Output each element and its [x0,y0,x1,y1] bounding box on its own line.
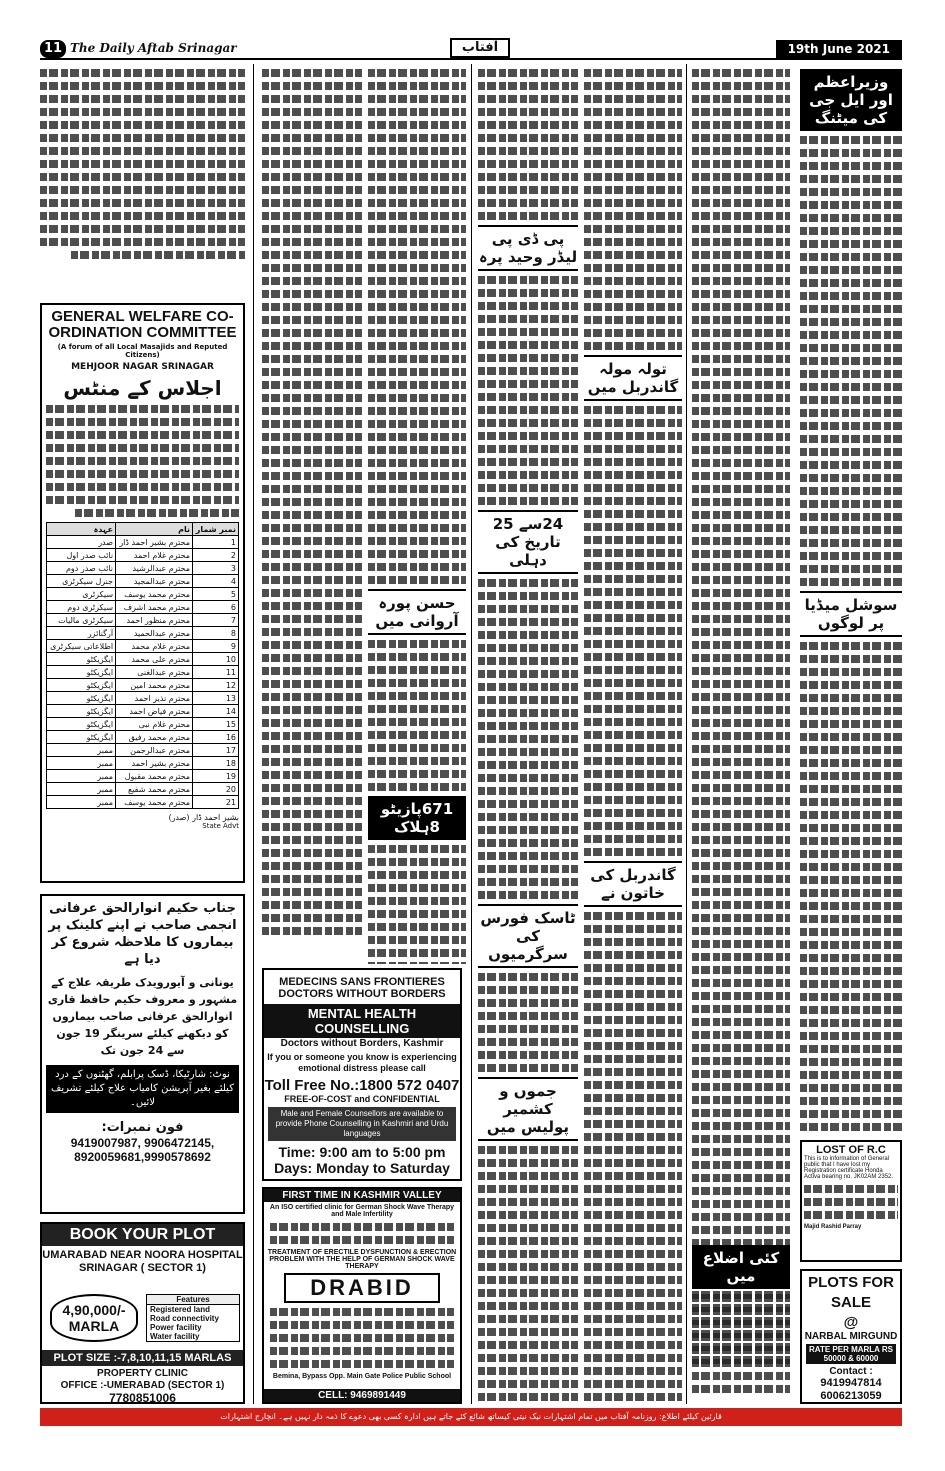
drabid-treatment: TREATMENT OF ERECTILE DYSFUNCTION & ERECTION PROBLEM WITH THE HELP OF GERMAN SHOCK WAVE THERAPY [267,1249,457,1270]
article-text [478,1146,578,1404]
table-row [47,796,239,809]
table-row [47,718,239,731]
article-col-4 [478,64,578,1404]
table-row [47,705,239,718]
table-row [47,588,239,601]
notice-urdu-heading: اجلاس کے منٹس [63,376,222,400]
table-cell: محترم عبدالغنی [116,666,193,679]
table-cell: 9 [193,640,239,653]
plot-location: UMARABAD NEAR NOORA HOSPITAL SRINAGAR ( SECTOR 1) [42,1249,243,1274]
plot-price-badge [50,1294,138,1342]
notice-signature: بشیر احمد ڈار (صدر) [168,813,239,822]
table-row [47,770,239,783]
article-col-7 [800,64,902,1134]
msf-days: Days: Monday to Saturday [274,1160,450,1176]
article-text [262,69,362,935]
table-cell: محترم منظور احمد [116,614,193,627]
table-cell: ایگزیکٹو [47,692,116,705]
ad-note: نوٹ: شارٹیکا، ڈسک پرابلم، گھٹنوں کے درد کیلئے بغیر آپریشن کامیاب علاج کیلئے تشریف لائیں۔ [46,1065,239,1113]
msf-org: MEDECINS SANS FRONTIERES [279,976,445,988]
table-cell: 8 [193,627,239,640]
article-text [368,845,466,964]
sale-line2: SALE [830,1294,871,1311]
table-header: نام [116,523,193,536]
table-row [47,575,239,588]
table-cell: ممبر [47,744,116,757]
article-text [40,69,245,259]
table-cell: 1 [193,536,239,549]
sale-contact-label: Contact : [829,1366,873,1377]
ad-body: یونانی و آیورویدک طریقہ علاج کے مشہور و معروف حکیم حافظ قاری انوارالحق عرفانی صاحب بیماروں کو دیکھنے کیلئے سرینگر 19 جون سے 24 جون تک [47,976,238,1057]
notice-place: MEHJOOR NAGAR SRINAGAR [71,362,214,372]
feature-item: Registered land [150,1305,211,1314]
drabid-sub: An ISO certified clinic for German Shock Wave Therapy and Male Infertility [269,1204,455,1218]
table-cell: محترم محمد یوسف [116,796,193,809]
table-cell: نائب صدر اول [47,549,116,562]
table-cell: 13 [193,692,239,705]
hakeem-clinic-ad [40,894,245,1214]
headline: حسن پورہ آروانی میں [368,589,466,635]
table-cell: محترم عبدالرشید [116,562,193,575]
notice-body [46,405,239,517]
headline: 671پازیٹو 8ہلاک [368,796,466,840]
sale-phone: 9419947814 [820,1377,882,1389]
table-cell: نائب صدر دوم [47,562,116,575]
table-row [47,601,239,614]
table-cell: 19 [193,770,239,783]
headline: گاندربل کی خاتون نے [584,861,682,907]
article-text [800,136,902,586]
article-text [692,1294,790,1393]
table-cell: ایگزیکٹو [47,731,116,744]
sale-place: NARBAL MIRGUND [804,1331,898,1342]
table-row [47,536,239,549]
table-cell: 17 [193,744,239,757]
table-cell: سیکرٹری [47,588,116,601]
msf-toll-free: Toll Free No.:1800 572 0407 [264,1077,460,1094]
article-col-5 [584,64,682,1404]
table-cell: 3 [193,562,239,575]
table-row [47,679,239,692]
table-cell: صدر [47,536,116,549]
column-divider [471,64,472,1404]
table-cell: محترم نذیر احمد [116,692,193,705]
article-text [800,642,902,1134]
table-row [47,549,239,562]
msf-title: MENTAL HEALTH COUNSELLING [264,1004,460,1038]
plot-unit: MARLA [68,1318,120,1334]
table-cell: 5 [193,588,239,601]
table-row [47,627,239,640]
table-cell: سیکرٹری دوم [47,601,116,614]
table-cell: 7 [193,614,239,627]
article-text [368,640,466,791]
article-text [368,69,466,584]
lost-body: This is to information of General public that I have lost my Registration certificate Honda Activa bearing no. JK02AM 2352. [804,1156,894,1180]
article-text [478,276,578,505]
phones-label: فون نمبرات: [101,1120,184,1135]
msf-subtitle: Doctors without Borders, Kashmir [280,1038,444,1049]
table-cell: ممبر [47,757,116,770]
table-row [47,562,239,575]
msf-counselling-ad [262,968,462,1181]
msf-time: Time: 9:00 am to 5:00 pm [278,1144,446,1160]
table-cell: محترم غلام احمد [116,549,193,562]
drabid-logo: DRABID [284,1273,440,1303]
table-cell: 21 [193,796,239,809]
article-text [478,579,578,899]
headline: سوشل میڈیا پر لوگوں [800,591,902,637]
drabid-text [264,1308,460,1368]
sale-phone: 6006213059 [820,1390,882,1402]
drabid-clinic-ad [262,1187,462,1404]
members-table [46,522,239,809]
plots-for-sale-ad [800,1269,902,1404]
lost-name: Majid Rashid Parray [804,1224,862,1230]
table-cell: 11 [193,666,239,679]
table-row [47,640,239,653]
notice-title: GENERAL WELFARE CO-ORDINATION COMMITTEE [48,308,237,341]
article-text [584,406,682,856]
sale-at: @ [843,1314,859,1331]
paper-logo: آفتاب [450,38,510,58]
table-cell: محترم بشیر احمد [116,757,193,770]
table-cell: 12 [193,679,239,692]
msf-counsellors: Male and Female Counsellors are available to provide Phone Counselling in Kashmiri and Urdu languages [268,1107,456,1141]
table-row [47,692,239,705]
clinic-office: OFFICE :-UMERABAD (SECTOR 1) [60,1380,225,1391]
table-cell: جنرل سیکرٹری [47,575,116,588]
table-cell: سیکرٹری مالیات [47,614,116,627]
table-cell: محترم محمد شفیع [116,783,193,796]
state-advt-tag: State Advt [202,822,239,830]
article-col-2 [262,64,362,964]
table-row [47,783,239,796]
table-cell: محترم محمد رفیق [116,731,193,744]
article-text [478,69,578,220]
table-cell: 14 [193,705,239,718]
table-cell: آرگنائزر [47,627,116,640]
table-row [47,666,239,679]
notice-subtitle: (A forum of all Local Masajids and Reputed Citizens) [57,343,228,359]
table-cell: ممبر [47,783,116,796]
drabid-address: Bemina, Bypass Opp. Main Gate Police Public School [272,1373,452,1380]
sale-rate: RATE PER MARLA RS 50000 & 60000 [806,1344,896,1364]
article-text [692,69,790,1364]
sale-line1: PLOTS FOR [808,1274,894,1291]
table-row [47,757,239,770]
lost-title: LOST OF R.C [816,1144,886,1156]
column-divider [686,64,687,1404]
issue-date: 19th June 2021 [776,40,902,58]
ad-phones: 9419007987, 9906472145, 8920059681,9990578692 [70,1136,215,1164]
table-cell: محترم عبدالحمید [116,627,193,640]
table-cell: محترم فیاض احمد [116,705,193,718]
feature-item: Power facility [150,1323,202,1332]
table-cell: محترم غلام نبی [116,718,193,731]
table-cell: محترم علی محمد [116,653,193,666]
table-header: نمبر شمار [193,523,239,536]
headline: جموں و کشمیر پولیس میں [478,1077,578,1141]
clinic-name: PROPERTY CLINIC [97,1368,188,1379]
feature-item: Road connectivity [150,1314,219,1323]
ad-heading: جناب حکیم انوارالحق عرفانی انجمی صاحب نے اپنے کلینک پر بیماروں کا ملاحظہ شروع کر دیا ہے [48,901,237,967]
column-divider [253,64,254,1404]
table-cell: 10 [193,653,239,666]
article-text [478,973,578,1072]
headline: پی ڈی پی لیڈر وحید پرہ [478,225,578,271]
table-cell: 18 [193,757,239,770]
table-cell: محترم بشیر احمد ڈار [116,536,193,549]
headline: 24سے 25 تاریخ کی دہلی [478,510,578,574]
lost-rc-notice [800,1140,902,1262]
table-cell: محترم غلام محمد [116,640,193,653]
article-text [584,912,682,1404]
msf-note: If you or someone you know is experiencing emotional distress please call [267,1052,457,1073]
table-cell: ایگزیکٹو [47,666,116,679]
table-cell: اطلاعاتی سیکرٹری [47,640,116,653]
reader-notice-footer: قارئین کیلئے اطلاع: روزنامہ آفتاب میں تمام اشتہارات نیک نیتی کیساتھ شائع کئے جاتے ہیں ادارہ کسی بھی دعوے کا ذمہ دار نہیں ہے۔ انچارج اشتہارات [40,1408,902,1426]
article-col-6 [692,64,790,1404]
table-cell: 6 [193,601,239,614]
headline: ٹاسک فورس کی سرگرمیوں [478,904,578,968]
table-cell: ایگزیکٹو [47,679,116,692]
masthead [40,40,902,60]
general-welfare-notice [40,303,245,883]
article-col-3 [368,64,466,964]
article-text [584,69,682,350]
table-cell: محترم محمد مقبول [116,770,193,783]
features-title: Features [147,1295,239,1305]
table-cell: محترم عبدالمجید [116,575,193,588]
table-cell: 4 [193,575,239,588]
drabid-headline: FIRST TIME IN KASHMIR VALLEY [264,1189,460,1202]
table-cell: 2 [193,549,239,562]
article-col-6-bottom [692,1240,790,1400]
table-cell: ایگزیکٹو [47,705,116,718]
table-row [47,653,239,666]
lost-text [804,1185,898,1219]
clinic-phone: 7780851006 [109,1391,176,1405]
table-row [47,731,239,744]
table-cell: محترم محمد اشرف [116,601,193,614]
feature-item: Water facility [150,1332,200,1341]
table-cell: ممبر [47,796,116,809]
table-cell: 16 [193,731,239,744]
plot-features [146,1294,240,1342]
plot-size: PLOT SIZE :-7,8,10,11,15 MARLAS [42,1350,243,1366]
plot-contact [42,1368,243,1404]
table-row [47,614,239,627]
headline: وزیراعظم اور ایل جی کی میٹنگ [800,69,902,131]
table-cell: 20 [193,783,239,796]
table-row [47,744,239,757]
plot-title: BOOK YOUR PLOT [42,1224,243,1246]
table-cell: محترم محمد امین [116,679,193,692]
msf-org-en: DOCTORS WITHOUT BORDERS [278,988,446,1000]
drabid-phone: CELL: 9469891449 [264,1389,460,1402]
table-cell: 15 [193,718,239,731]
msf-free: FREE-OF-COST and CONFIDENTIAL [284,1094,440,1104]
headline: کئی اضلاع میں [692,1245,790,1289]
page-number: 11 [40,40,66,58]
book-your-plot-ad [40,1222,245,1404]
table-cell: محترم عبدالرحمن [116,744,193,757]
table-cell: ممبر [47,770,116,783]
drabid-text [264,1223,460,1244]
headline: تولہ مولہ گاندربل میں [584,355,682,401]
table-cell: ایگزیکٹو [47,718,116,731]
table-cell: ایگزیکٹو [47,653,116,666]
plot-price: 4,90,000/- [62,1302,126,1318]
table-header: عہدہ [47,523,116,536]
article-col-1 [40,64,245,299]
paper-name: The Daily Aftab Srinagar [70,41,237,55]
table-cell: محترم محمد یوسف [116,588,193,601]
